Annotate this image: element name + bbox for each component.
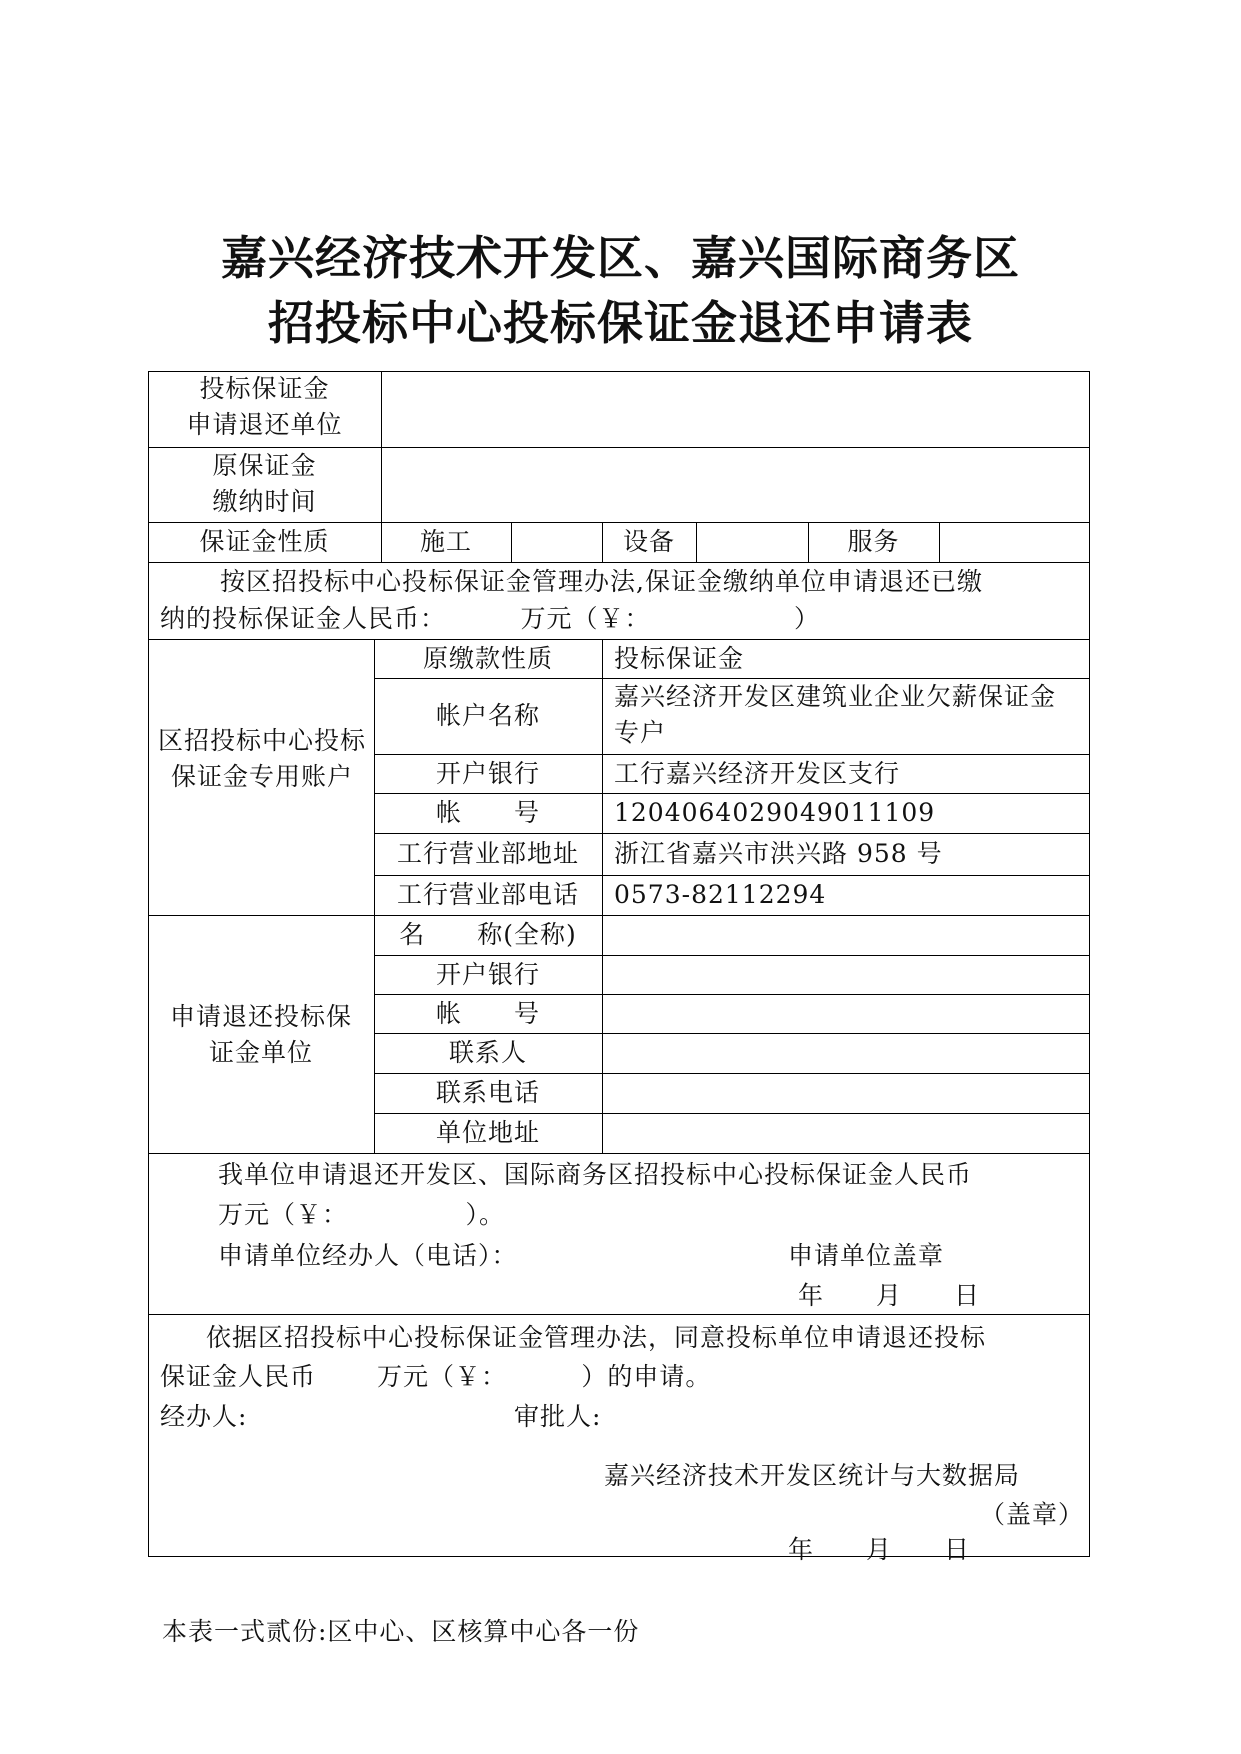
applicant-contact-field[interactable] (603, 1034, 1089, 1073)
account-row-label: 工行营业部地址 (396, 839, 579, 868)
account-row-value: 投标保证金 (614, 644, 745, 673)
account-row-value: 1204064029049011109 (614, 798, 936, 827)
applicant-name-field[interactable] (603, 916, 1089, 955)
declaration-line1: 我单位申请退还开发区、国际商务区招投标中心投标保证金人民币 (218, 1160, 973, 1189)
nature-service-field[interactable] (940, 523, 1089, 562)
paid-time-label: 原保证金 缴纳时间 (212, 451, 317, 516)
account-row-label: 帐 号 (435, 798, 540, 827)
nature-construction-label: 施工 (419, 527, 472, 556)
account-row-value: 嘉兴经济开发区建筑业企业欠薪保证金专户 (614, 682, 1057, 747)
form-title-line2: 招投标中心投标保证金退还申请表 (268, 296, 973, 350)
approval-handler: 经办人: (160, 1402, 248, 1431)
applicant-row-label: 联系人 (448, 1038, 527, 1067)
account-row-label: 原缴款性质 (422, 644, 553, 673)
form-footer-note: 本表一式贰份:区中心、区核算中心各一份 (162, 1617, 640, 1646)
approval-approver: 审批人: (514, 1402, 602, 1431)
approval-bureau: 嘉兴经济技术开发区统计与大数据局 (604, 1461, 1021, 1490)
applicant-unit-field[interactable] (382, 372, 1089, 447)
applicant-block-label: 申请退还投标保 证金单位 (169, 1002, 352, 1067)
applicant-phone-field[interactable] (603, 1074, 1089, 1113)
nature-equipment-field[interactable] (697, 523, 808, 562)
center-account-label: 区招投标中心投标保证金专用账户 (157, 726, 366, 791)
account-row-value: 浙江省嘉兴市洪兴路 958 号 (614, 839, 943, 868)
nature-service-label: 服务 (847, 527, 900, 556)
statement-line2: 纳的投标保证金人民币： 万元（￥： ） (160, 604, 820, 633)
applicant-row-label: 帐 号 (435, 999, 540, 1028)
nature-equipment-label: 设备 (622, 527, 675, 556)
declaration-line2: 万元（￥： ）。 (218, 1200, 506, 1229)
applicant-bank-field[interactable] (603, 956, 1089, 994)
account-row-label: 开户银行 (435, 759, 540, 788)
statement-line1: 按区招投标中心投标保证金管理办法,保证金缴纳单位申请退还已缴 (220, 567, 983, 596)
account-row-label: 帐户名称 (435, 701, 540, 730)
nature-construction-field[interactable] (512, 523, 602, 562)
approval-line2: 保证金人民币 万元（￥： ）的申请。 (160, 1362, 712, 1391)
paid-time-field[interactable] (382, 448, 1089, 522)
applicant-row-label: 联系电话 (435, 1078, 540, 1107)
refund-application-form (148, 371, 1090, 1564)
applicant-row-label: 开户银行 (435, 960, 540, 989)
account-row-value: 0573-82112294 (614, 880, 827, 909)
approval-line1: 依据区招投标中心投标保证金管理办法，同意投标单位申请退还投标 (206, 1323, 987, 1352)
nature-label: 保证金性质 (199, 527, 330, 556)
declaration-seal: 申请单位盖章 (788, 1241, 945, 1270)
form-title-line1: 嘉兴经济技术开发区、嘉兴国际商务区 (221, 231, 1020, 285)
applicant-row-label: 单位地址 (435, 1118, 540, 1147)
applicant-unit-label: 投标保证金 申请退还单位 (186, 374, 343, 439)
approval-date: 年 月 日 (788, 1535, 971, 1564)
declaration-date: 年 月 日 (798, 1281, 981, 1310)
declaration-handler: 申请单位经办人（电话）： (218, 1241, 518, 1270)
applicant-account-field[interactable] (603, 995, 1089, 1033)
applicant-address-field[interactable] (603, 1114, 1089, 1153)
account-row-label: 工行营业部电话 (396, 880, 579, 909)
account-row-value: 工行嘉兴经济开发区支行 (614, 759, 901, 788)
approval-seal: （盖章） (980, 1500, 1085, 1529)
applicant-row-label: 名 称(全称) (399, 920, 577, 949)
